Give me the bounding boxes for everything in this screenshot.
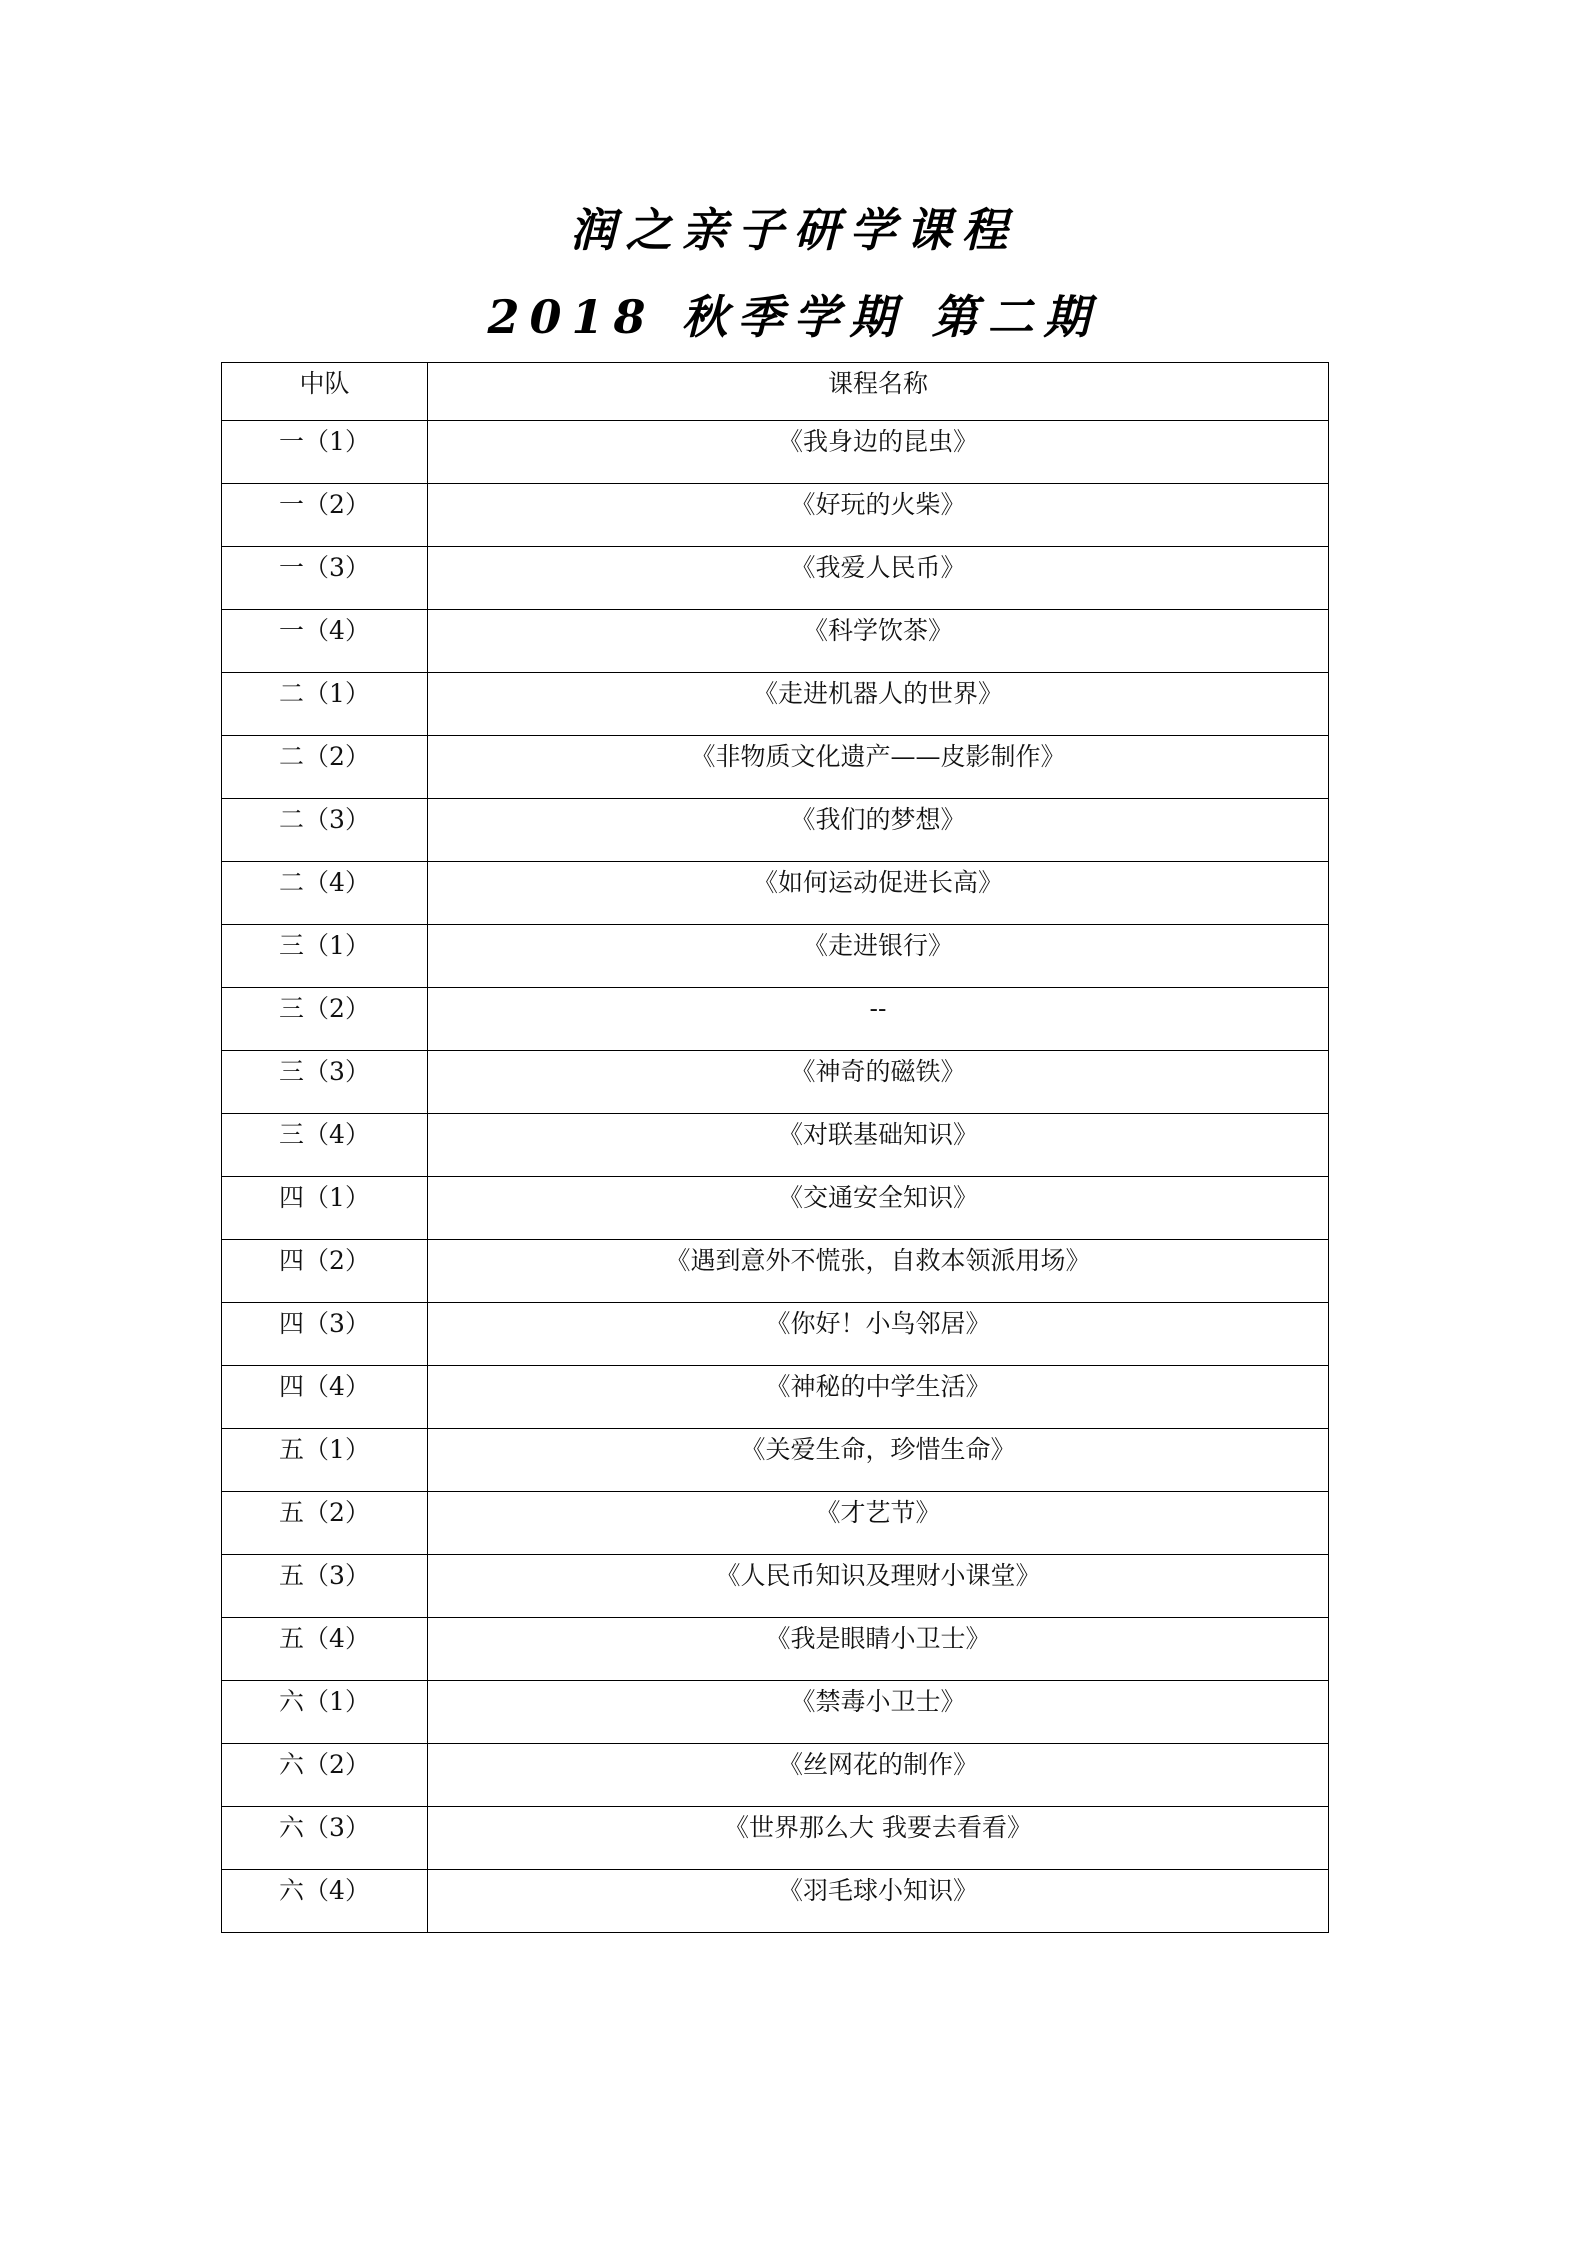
squad-cell: 三（4） bbox=[222, 1114, 428, 1177]
table-row bbox=[222, 610, 1329, 673]
table-row bbox=[222, 1429, 1329, 1492]
squad-cell: 四（4） bbox=[222, 1366, 428, 1429]
squad-cell: 二（4） bbox=[222, 862, 428, 925]
table-row bbox=[222, 1303, 1329, 1366]
squad-cell: 三（1） bbox=[222, 925, 428, 988]
course-name-cell: 《关爱生命，珍惜生命》 bbox=[428, 1429, 1329, 1492]
squad-cell: 三（3） bbox=[222, 1051, 428, 1114]
table-row bbox=[222, 1114, 1329, 1177]
table-row bbox=[222, 1366, 1329, 1429]
table-row bbox=[222, 988, 1329, 1051]
course-name-cell: 《对联基础知识》 bbox=[428, 1114, 1329, 1177]
document-title: 润之亲子研学课程 bbox=[569, 203, 1018, 257]
header-course-name: 课程名称 bbox=[428, 363, 1329, 421]
document-subtitle: 2018 秋季学期 第二期 bbox=[487, 290, 1100, 344]
table-row bbox=[222, 925, 1329, 988]
course-name-cell: -- bbox=[428, 988, 1329, 1051]
table-row bbox=[222, 736, 1329, 799]
squad-cell: 五（1） bbox=[222, 1429, 428, 1492]
table-row bbox=[222, 484, 1329, 547]
course-name-cell: 《走进银行》 bbox=[428, 925, 1329, 988]
course-table bbox=[221, 362, 1329, 1933]
course-name-cell: 《科学饮茶》 bbox=[428, 610, 1329, 673]
course-name-cell: 《才艺节》 bbox=[428, 1492, 1329, 1555]
table-row bbox=[222, 1807, 1329, 1870]
course-name-cell: 《神秘的中学生活》 bbox=[428, 1366, 1329, 1429]
squad-cell: 五（4） bbox=[222, 1618, 428, 1681]
table-row bbox=[222, 673, 1329, 736]
course-name-cell: 《好玩的火柴》 bbox=[428, 484, 1329, 547]
table-body bbox=[222, 421, 1329, 1933]
squad-cell: 六（4） bbox=[222, 1870, 428, 1933]
table-row bbox=[222, 1492, 1329, 1555]
course-name-cell: 《交通安全知识》 bbox=[428, 1177, 1329, 1240]
course-name-cell: 《世界那么大 我要去看看》 bbox=[428, 1807, 1329, 1870]
course-name-cell: 《我身边的昆虫》 bbox=[428, 421, 1329, 484]
table-row bbox=[222, 1177, 1329, 1240]
squad-cell: 六（2） bbox=[222, 1744, 428, 1807]
course-name-cell: 《走进机器人的世界》 bbox=[428, 673, 1329, 736]
table-row bbox=[222, 421, 1329, 484]
table-header-row bbox=[222, 363, 1329, 421]
course-name-cell: 《丝网花的制作》 bbox=[428, 1744, 1329, 1807]
course-name-cell: 《我是眼睛小卫士》 bbox=[428, 1618, 1329, 1681]
squad-cell: 一（4） bbox=[222, 610, 428, 673]
course-name-cell: 《我们的梦想》 bbox=[428, 799, 1329, 862]
squad-cell: 二（1） bbox=[222, 673, 428, 736]
squad-cell: 一（3） bbox=[222, 547, 428, 610]
course-name-cell: 《人民币知识及理财小课堂》 bbox=[428, 1555, 1329, 1618]
table-row bbox=[222, 862, 1329, 925]
course-name-cell: 《神奇的磁铁》 bbox=[428, 1051, 1329, 1114]
course-name-cell: 《禁毒小卫士》 bbox=[428, 1681, 1329, 1744]
course-name-cell: 《你好！小鸟邻居》 bbox=[428, 1303, 1329, 1366]
squad-cell: 二（2） bbox=[222, 736, 428, 799]
table-row bbox=[222, 1681, 1329, 1744]
course-name-cell: 《羽毛球小知识》 bbox=[428, 1870, 1329, 1933]
squad-cell: 五（3） bbox=[222, 1555, 428, 1618]
course-name-cell: 《非物质文化遗产——皮影制作》 bbox=[428, 736, 1329, 799]
table-row bbox=[222, 799, 1329, 862]
table-row bbox=[222, 1555, 1329, 1618]
squad-cell: 四（2） bbox=[222, 1240, 428, 1303]
table-row bbox=[222, 1240, 1329, 1303]
squad-cell: 四（1） bbox=[222, 1177, 428, 1240]
course-name-cell: 《我爱人民币》 bbox=[428, 547, 1329, 610]
table-row bbox=[222, 1744, 1329, 1807]
course-name-cell: 《遇到意外不慌张，自救本领派用场》 bbox=[428, 1240, 1329, 1303]
squad-cell: 一（2） bbox=[222, 484, 428, 547]
squad-cell: 六（3） bbox=[222, 1807, 428, 1870]
table-row bbox=[222, 1870, 1329, 1933]
squad-cell: 三（2） bbox=[222, 988, 428, 1051]
table-row bbox=[222, 547, 1329, 610]
squad-cell: 二（3） bbox=[222, 799, 428, 862]
squad-cell: 六（1） bbox=[222, 1681, 428, 1744]
squad-cell: 五（2） bbox=[222, 1492, 428, 1555]
header-squad: 中队 bbox=[222, 363, 428, 421]
squad-cell: 一（1） bbox=[222, 421, 428, 484]
course-name-cell: 《如何运动促进长高》 bbox=[428, 862, 1329, 925]
table-row bbox=[222, 1051, 1329, 1114]
squad-cell: 四（3） bbox=[222, 1303, 428, 1366]
table-row bbox=[222, 1618, 1329, 1681]
